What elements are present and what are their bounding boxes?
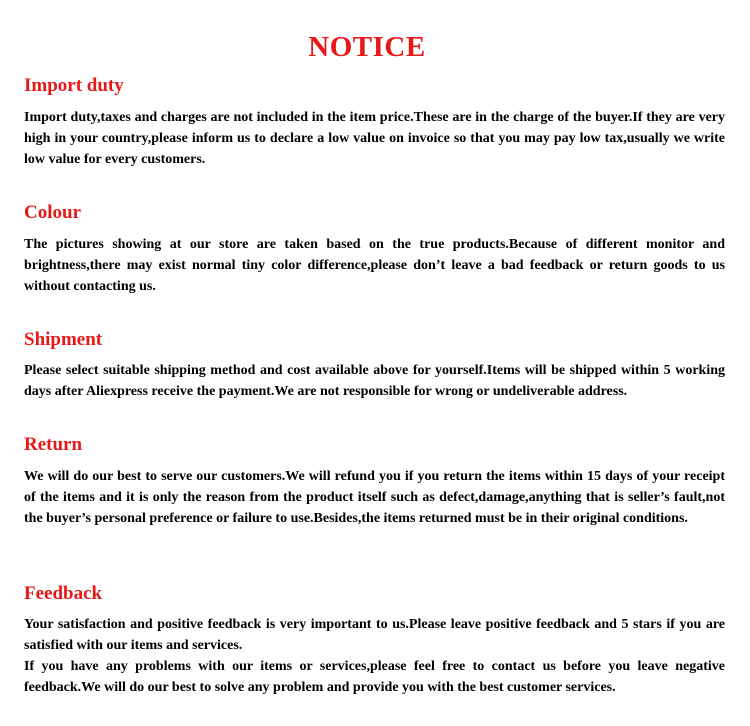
section-text-shipment: Please select suitable shipping method and cost available above for yourself.Items will be shipped within 5 working days after Aliexpress receive the payment.We are not responsible for wrong or undeliverable address.: [24, 363, 725, 399]
section-heading-return: Return: [24, 434, 83, 455]
section-heading-shipment: Shipment: [24, 329, 103, 350]
section-heading-colour: Colour: [24, 202, 81, 223]
page-title: NOTICE: [308, 31, 426, 63]
section-heading-feedback: Feedback: [24, 583, 103, 604]
section-text-feedback-1: Your satisfaction and positive feedback is very important to us.Please leave positive feedback and 5 stars if you are satisfied with our items and services.: [24, 617, 725, 653]
section-text-return: We will do our best to serve our customers.We will refund you if you return the items within 15 days of your receipt of the items and it is only the reason from the product itself such as defect,damage,anything that is seller’s fault,not the buyer’s personal preference or failure to use.Besides,the items returned must be in their original conditions.: [24, 469, 725, 526]
section-text-import-duty: Import duty,taxes and charges are not included in the item price.These are in the charge of the buyer.If they are very high in your country,please inform us to declare a low value on invoice so that you may pay low tax,usually we write low value for every customers.: [24, 110, 725, 167]
section-text-colour: The pictures showing at our store are taken based on the true products.Because of different monitor and brightness,there may exist normal tiny color difference,please don’t leave a bad feedback or return goods to us without contacting us.: [24, 237, 725, 294]
section-heading-import-duty: Import duty: [24, 75, 124, 96]
section-text-feedback-2: If you have any problems with our items or services,please feel free to contact us before you leave negative feedback.We will do our best to solve any problem and provide you with the best customer services.: [24, 659, 725, 695]
